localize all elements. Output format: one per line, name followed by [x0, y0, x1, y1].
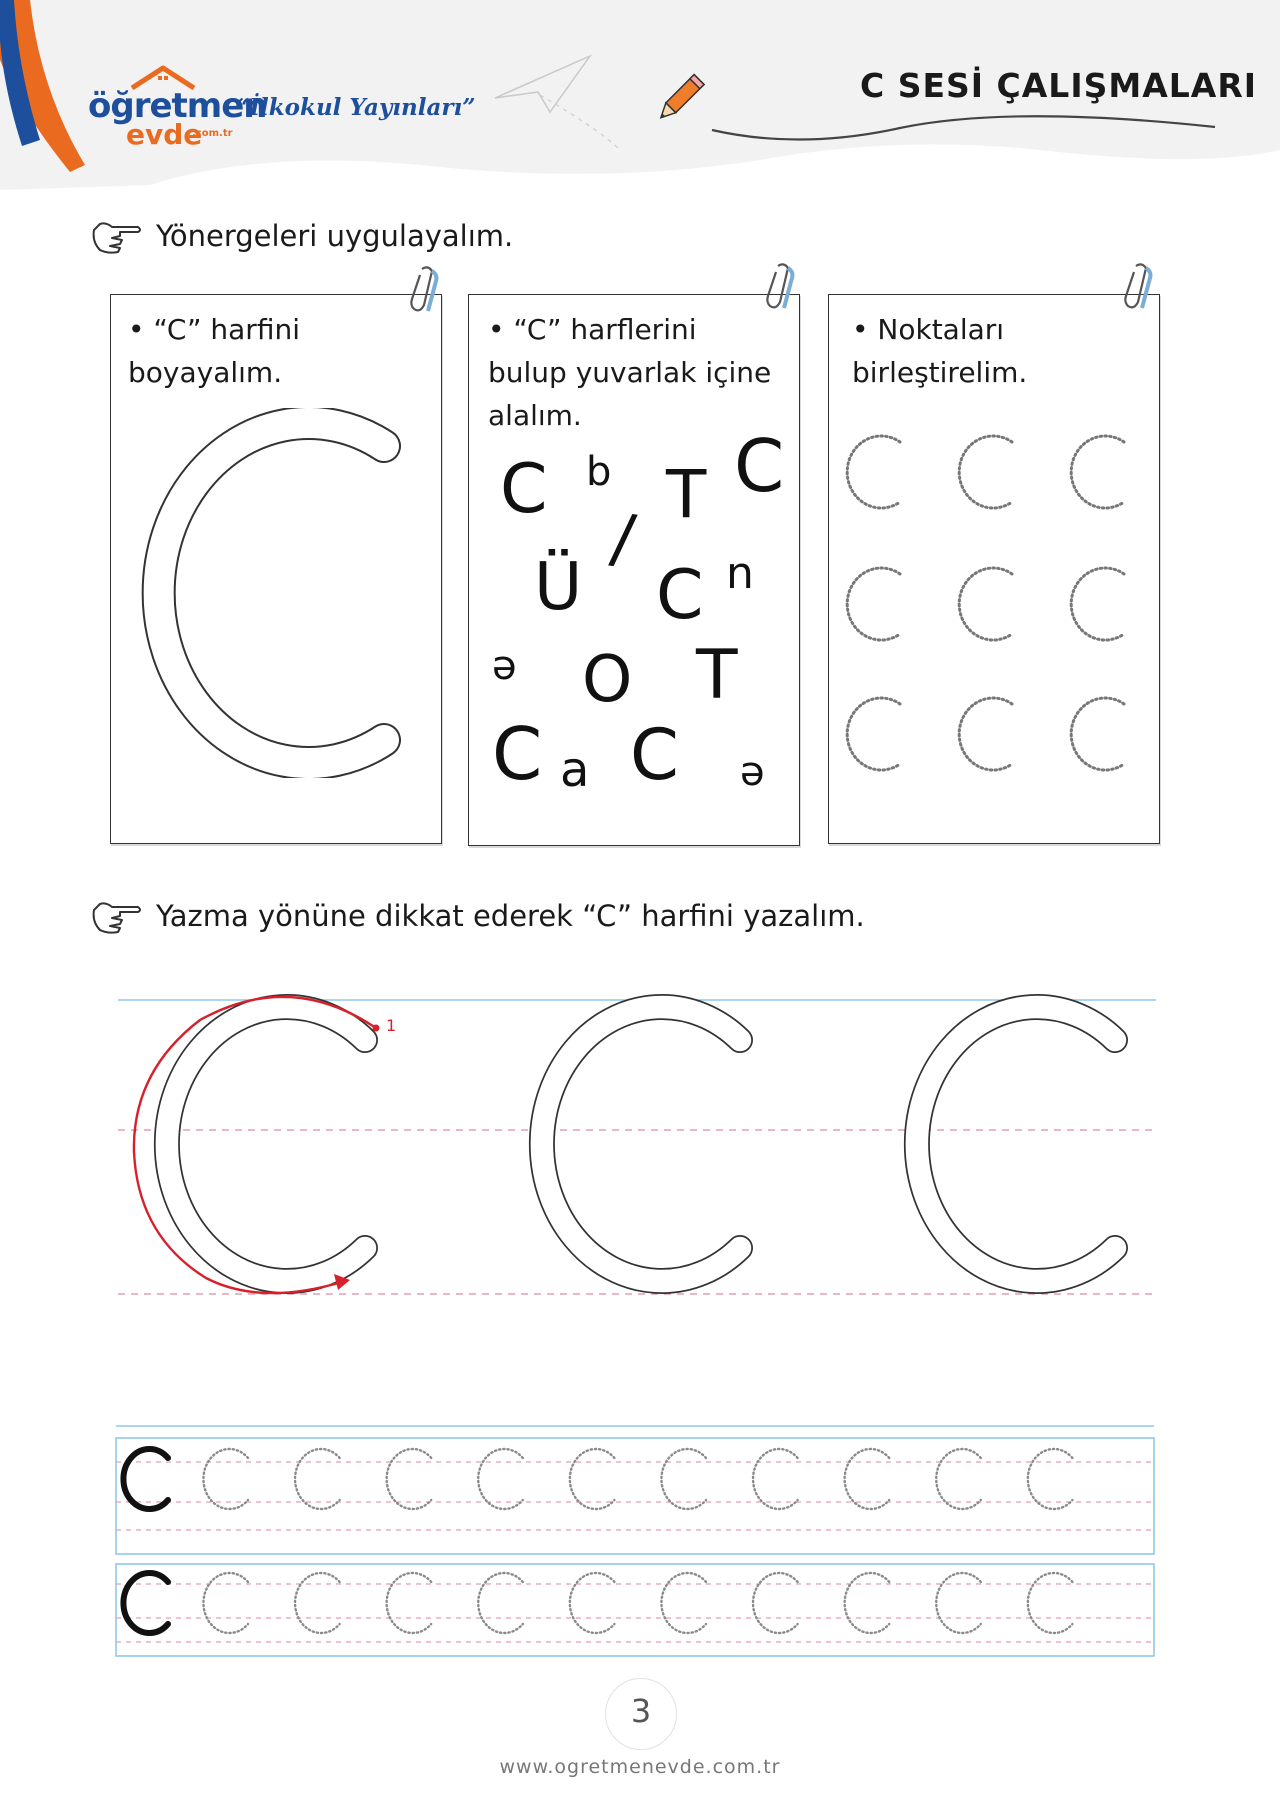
pointing-hand-icon — [90, 898, 144, 938]
letter-item[interactable]: b — [586, 449, 612, 495]
logo-ogretmen: öğretmen — [88, 86, 267, 126]
dotted-letter[interactable] — [1071, 436, 1124, 508]
dotted-letter-grid[interactable] — [830, 420, 1156, 820]
practice-row — [123, 1573, 1072, 1633]
card-2-text — [488, 308, 771, 437]
dotted-trace-letter[interactable] — [936, 1573, 981, 1633]
letter-item[interactable]: n — [726, 548, 754, 599]
logo-evde: evde — [126, 118, 203, 151]
letter-item[interactable]: C — [630, 714, 679, 796]
dotted-trace-letter[interactable] — [1028, 1449, 1073, 1509]
dotted-letter[interactable] — [959, 436, 1012, 508]
outline-letter-c[interactable] — [126, 408, 416, 778]
dotted-letter[interactable] — [847, 436, 900, 508]
card-3-line-1: • Noktaları — [852, 313, 1005, 346]
logo — [88, 70, 476, 151]
writing-guide-area — [110, 980, 1160, 1320]
card-2-line-2: bulup yuvarlak içine — [488, 356, 772, 389]
dotted-trace-letter[interactable] — [570, 1449, 615, 1509]
footer-url: www.ogretmenevde.com.tr — [499, 1756, 781, 1778]
dotted-trace-letter[interactable] — [387, 1573, 432, 1633]
dotted-letter[interactable] — [1071, 568, 1124, 640]
card-3-text — [852, 308, 1027, 394]
dotted-trace-letter[interactable] — [1028, 1573, 1073, 1633]
letter-item[interactable]: C — [500, 450, 548, 529]
paperclip-icon — [408, 265, 444, 317]
instruction-1: Yönergeleri uygulayalım. — [156, 219, 514, 253]
dotted-trace-letter[interactable] — [845, 1573, 890, 1633]
logo-domain: .com.tr — [192, 128, 233, 139]
practice-row — [123, 1449, 1072, 1509]
letter-item[interactable]: C — [656, 556, 704, 635]
letter-item[interactable]: O — [582, 643, 633, 717]
dotted-trace-letter[interactable] — [661, 1573, 706, 1633]
dotted-letter[interactable] — [847, 698, 900, 770]
instruction-2: Yazma yönüne dikkat ederek “C” harfini yazalım. — [156, 899, 865, 933]
dotted-letter[interactable] — [959, 568, 1012, 640]
letter-item[interactable]: / — [606, 498, 640, 579]
letter-item[interactable]: Ü — [534, 548, 583, 625]
card-2-line-1: • “C” harflerini — [488, 313, 697, 346]
page-title: C SESİ ÇALIŞMALARI — [860, 66, 1258, 105]
dotted-trace-letter[interactable] — [478, 1573, 523, 1633]
paperclip-icon — [1122, 262, 1158, 314]
letter-item[interactable]: C — [734, 424, 785, 508]
card-3-line-2: birleştirelim. — [852, 356, 1028, 389]
practice-rows — [114, 1422, 1158, 1662]
dotted-trace-letter[interactable] — [753, 1573, 798, 1633]
dotted-trace-letter[interactable] — [661, 1449, 706, 1509]
card-1-line-1: • “C” harfini — [128, 313, 300, 346]
dotted-trace-letter[interactable] — [478, 1449, 523, 1509]
outline-letter-c[interactable] — [167, 1007, 365, 1281]
letter-item[interactable]: T — [666, 456, 707, 533]
stroke-number: 1 — [386, 1016, 397, 1035]
dotted-trace-letter[interactable] — [753, 1449, 798, 1509]
letter-item[interactable]: a — [560, 742, 590, 798]
letter-item[interactable]: ə — [740, 749, 765, 795]
outline-letter-c[interactable] — [917, 1007, 1115, 1281]
dotted-trace-letter[interactable] — [845, 1449, 890, 1509]
card-1-text — [128, 308, 300, 394]
letter-item[interactable]: ə — [492, 643, 517, 689]
outline-letter-c[interactable] — [542, 1007, 740, 1281]
page-number: 3 — [630, 1692, 652, 1730]
pencil-icon — [650, 70, 710, 130]
dotted-trace-letter[interactable] — [387, 1449, 432, 1509]
model-letter — [123, 1449, 168, 1509]
start-dot-icon — [373, 1025, 380, 1032]
dotted-trace-letter[interactable] — [936, 1449, 981, 1509]
letter-item[interactable]: T — [696, 636, 738, 715]
letter-item[interactable]: C — [492, 712, 543, 796]
card-1-line-2: boyayalım. — [128, 356, 283, 389]
dotted-letter[interactable] — [847, 568, 900, 640]
pointing-hand-icon — [90, 218, 144, 258]
model-letter — [123, 1573, 168, 1633]
dotted-trace-letter[interactable] — [570, 1573, 615, 1633]
dotted-trace-letter[interactable] — [295, 1449, 340, 1509]
card-2-line-3: alalım. — [488, 399, 582, 432]
dotted-letter[interactable] — [959, 698, 1012, 770]
dotted-trace-letter[interactable] — [295, 1573, 340, 1633]
dotted-letter[interactable] — [1071, 698, 1124, 770]
logo-tagline: “İlkokul Yayınları” — [236, 94, 476, 121]
dotted-trace-letter[interactable] — [203, 1573, 248, 1633]
paperclip-icon — [764, 262, 800, 314]
dotted-trace-letter[interactable] — [203, 1449, 248, 1509]
